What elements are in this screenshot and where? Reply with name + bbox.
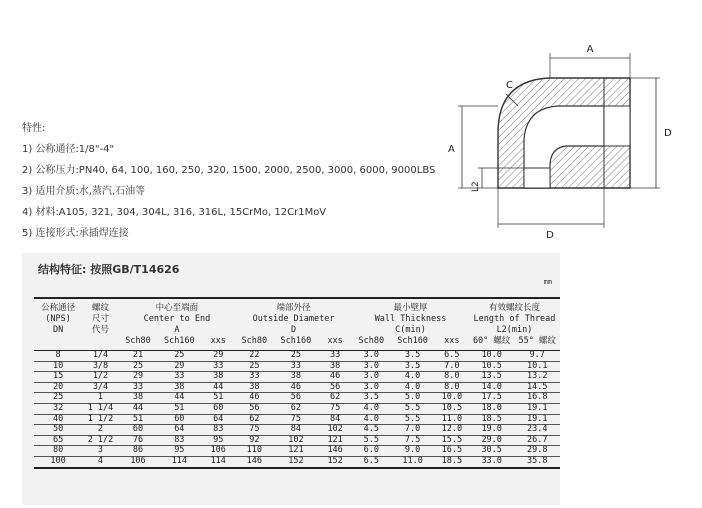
- header-length-sym: L2(min): [496, 325, 533, 335]
- specs-block: [22, 118, 442, 244]
- table-cell: 51: [132, 413, 144, 424]
- table-cell: 33.0: [481, 455, 502, 466]
- table-cell: 33: [249, 371, 260, 382]
- label-d-right: D: [664, 128, 672, 139]
- table-cell: 3.0: [363, 350, 379, 360]
- table-cell: 3.5: [404, 350, 421, 360]
- table-cell: 95: [174, 445, 185, 456]
- header-thread: 螺纹: [91, 303, 109, 313]
- table-cell: 121: [288, 445, 304, 456]
- label-c: C: [506, 80, 513, 91]
- table-cell: 16.5: [441, 445, 463, 456]
- specs-heading: 特性:: [22, 123, 46, 134]
- table-cell: 30.5: [481, 445, 502, 456]
- table-cell: 7.0: [404, 424, 421, 435]
- spec-item-pressure: 2) 公称压力:PN40, 64, 100, 160, 250, 320, 1500, 2000, 2500, 3000, 6000, 9000LBS: [22, 165, 436, 176]
- header-nps-code: (NPS): [45, 314, 71, 324]
- table-cell: 29.0: [481, 434, 502, 445]
- table-row: [34, 361, 560, 372]
- header-center-en: Center to End: [143, 314, 211, 324]
- table-cell: 16.8: [526, 392, 548, 403]
- label-l2: L2: [471, 181, 481, 192]
- header-wall-sch80: Sch80: [352, 336, 390, 351]
- table-cell: 4.5: [363, 424, 379, 435]
- table-cell: 1: [97, 392, 104, 403]
- table-cell: 23.4: [526, 424, 548, 435]
- table-cell: 146: [327, 445, 343, 456]
- table-cell: 8: [55, 350, 61, 360]
- table-cell: 152: [288, 455, 304, 466]
- table-cell: 5.5: [404, 402, 421, 413]
- table-unit: mm: [543, 278, 552, 286]
- label-a-left: A: [448, 144, 455, 155]
- header-center-sch160: Sch160: [157, 336, 201, 351]
- table-cell: 46: [249, 392, 260, 403]
- table-cell: 56: [290, 392, 302, 403]
- spec-item-medium: 3) 适用介质:水,蒸汽,石油等: [22, 186, 146, 197]
- table-cell: 25: [52, 392, 64, 403]
- table-cell: 62: [249, 413, 260, 424]
- spec-table-section: [22, 253, 560, 505]
- table-cell: 38: [213, 371, 224, 382]
- table-cell: 38: [290, 371, 302, 382]
- table-cell: 25: [249, 360, 260, 371]
- table-cell: 4.0: [363, 413, 379, 424]
- table-cell: 11.0: [402, 455, 423, 466]
- table-cell: 76: [132, 434, 144, 445]
- table-cell: 3.0: [363, 371, 379, 382]
- table-cell: 32: [52, 402, 64, 413]
- table-cell: 65: [52, 434, 64, 445]
- table-cell: 18.5: [481, 413, 502, 424]
- table-cell: 6.0: [363, 445, 379, 456]
- header-length-en: Length of Thread: [473, 314, 556, 324]
- header-nps: 公称通径: [41, 303, 76, 313]
- table-cell: 10: [52, 360, 64, 371]
- table-cell: 10.0: [441, 392, 463, 403]
- table-cell: 152: [327, 455, 343, 466]
- table-cell: 10.1: [526, 360, 548, 371]
- table-cell: 75: [329, 402, 341, 413]
- table-cell: 29: [213, 350, 224, 360]
- table-cell: 25: [290, 350, 302, 360]
- table-cell: 75: [249, 424, 260, 435]
- table-cell: 1/2: [92, 371, 109, 382]
- table-cell: 33: [174, 371, 185, 382]
- table-cell: 6.5: [444, 350, 460, 360]
- table-cell: 25: [132, 360, 144, 371]
- table-cell: 4.0: [363, 402, 379, 413]
- table-cell: 38: [249, 381, 260, 392]
- table-cell: 20: [52, 381, 64, 392]
- table-cell: 3: [97, 445, 104, 456]
- table-cell: 80: [52, 445, 64, 456]
- table-cell: 8.0: [444, 371, 460, 382]
- header-center-xxs: xxs: [201, 336, 235, 351]
- table-cell: 1 1/4: [87, 402, 114, 413]
- table-cell: 60: [174, 413, 185, 424]
- header-center-cn: 中心至端面: [155, 303, 199, 313]
- table-cell: 4.0: [404, 381, 421, 392]
- table-cell: 25: [174, 350, 185, 360]
- table-cell: 44: [132, 402, 144, 413]
- header-wall-cn: 最小壁厚: [393, 303, 428, 313]
- header-od-sym: D: [290, 325, 297, 335]
- table-cell: 110: [246, 445, 263, 456]
- table-cell: 121: [327, 434, 343, 445]
- thread-top: [604, 106, 630, 146]
- elbow-drawing: [438, 28, 672, 246]
- table-cell: 21: [132, 350, 144, 360]
- table-cell: 4: [97, 455, 104, 466]
- table-cell: 40: [52, 413, 64, 424]
- spec-item-size: 1) 公称通径:1/8"-4": [22, 144, 115, 155]
- header-center-sym: A: [174, 325, 180, 335]
- table-cell: 3.5: [404, 360, 421, 371]
- spec-table: [34, 297, 560, 469]
- table-cell: 8.0: [444, 381, 460, 392]
- label-a-top: A: [586, 44, 594, 55]
- table-row: [34, 414, 560, 425]
- table-cell: 62: [290, 402, 302, 413]
- header-length-55: 55° 螺纹: [514, 336, 560, 351]
- table-row: [34, 456, 560, 467]
- table-cell: 100: [50, 455, 66, 466]
- table-cell: 19.1: [526, 413, 548, 424]
- table-cell: 15: [52, 371, 64, 382]
- table-cell: 7.5: [404, 434, 421, 445]
- table-cell: 7.0: [444, 360, 460, 371]
- table-cell: 102: [327, 424, 343, 435]
- table-cell: 38: [132, 392, 144, 403]
- table-cell: 9.7: [529, 350, 545, 360]
- table-cell: 5.5: [363, 434, 379, 445]
- table-cell: 44: [174, 392, 185, 403]
- table-cell: 2: [97, 424, 104, 435]
- table-cell: 18.0: [481, 402, 502, 413]
- header-wall-xxs: xxs: [435, 336, 469, 351]
- table-cell: 14.5: [526, 381, 548, 392]
- table-cell: 46: [290, 381, 302, 392]
- table-cell: 46: [329, 371, 341, 382]
- table-cell: 3/4: [92, 381, 109, 392]
- table-cell: 114: [171, 455, 187, 466]
- header-nps-dn: DN: [52, 325, 64, 335]
- table-cell: 1 1/2: [87, 413, 114, 424]
- table-cell: 29: [132, 371, 144, 382]
- header-thread-2: 尺寸: [91, 314, 109, 324]
- table-cell: 56: [249, 402, 260, 413]
- table-cell: 4.0: [404, 371, 421, 382]
- table-cell: 11.0: [441, 413, 463, 424]
- header-od-sch160: Sch160: [274, 336, 319, 351]
- table-cell: 5.0: [404, 392, 421, 403]
- table-cell: 38: [174, 381, 185, 392]
- table-cell: 84: [329, 413, 341, 424]
- table-row: [34, 446, 560, 457]
- table-cell: 17.5: [481, 392, 502, 403]
- table-cell: 3.0: [363, 381, 379, 392]
- header-od-cn: 端部外径: [276, 303, 311, 313]
- table-cell: 29: [174, 360, 185, 371]
- table-cell: 51: [213, 392, 224, 403]
- table-cell: 13.5: [481, 371, 502, 382]
- table-cell: 3.5: [363, 392, 379, 403]
- header-length-60: 60° 螺纹: [469, 336, 514, 351]
- header-center-sch80: Sch80: [119, 336, 157, 351]
- table-cell: 1/4: [92, 350, 109, 360]
- table-cell: 51: [174, 402, 185, 413]
- table-cell: 6.5: [363, 455, 379, 466]
- table-cell: 10.0: [481, 350, 502, 360]
- table-cell: 102: [288, 434, 304, 445]
- table-cell: 26.7: [526, 434, 548, 445]
- table-cell: 84: [290, 424, 302, 435]
- header-od-en: Outside Diameter: [252, 314, 335, 324]
- table-cell: 60: [213, 402, 224, 413]
- table-cell: 10.5: [441, 402, 463, 413]
- table-cell: 50: [52, 424, 64, 435]
- table-cell: 95: [213, 434, 224, 445]
- table-cell: 14.0: [481, 381, 502, 392]
- label-d-bottom: D: [546, 230, 554, 241]
- table-cell: 60: [132, 424, 144, 435]
- table-cell: 22: [249, 350, 260, 360]
- table-cell: 92: [249, 434, 260, 445]
- table-cell: 64: [213, 413, 224, 424]
- table-cell: 15.5: [441, 434, 463, 445]
- table-cell: 62: [329, 392, 341, 403]
- table-cell: 146: [246, 455, 263, 466]
- spec-item-material: 4) 材料:A105, 321, 304, 304L, 316, 316L, 15CrMo, 12Cr1MoV: [22, 207, 327, 218]
- table-cell: 33: [213, 360, 224, 371]
- table-cell: 75: [290, 413, 302, 424]
- table-cell: 33: [290, 360, 302, 371]
- header-od-sch80: Sch80: [235, 336, 274, 351]
- table-cell: 18.5: [441, 455, 463, 466]
- table-title: 结构特征: 按照GB/T14626: [38, 263, 180, 276]
- table-cell: 38: [329, 360, 341, 371]
- table-row: [34, 382, 560, 393]
- table-cell: 83: [174, 434, 185, 445]
- header-wall-sym: C(min): [395, 325, 426, 335]
- header-wall-en: Wall Thickness: [374, 314, 447, 324]
- table-row: [34, 372, 560, 383]
- table-row: [34, 393, 560, 404]
- table-cell: 56: [329, 381, 341, 392]
- table-cell: 44: [213, 381, 224, 392]
- table-cell: 19.0: [481, 424, 502, 435]
- table-cell: 33: [132, 381, 144, 392]
- table-cell: 106: [210, 445, 226, 456]
- table-cell: 5.5: [404, 413, 421, 424]
- table-cell: 2 1/2: [87, 434, 114, 445]
- table-row: [34, 425, 560, 436]
- thread-side: [524, 168, 550, 188]
- table-cell: 114: [210, 455, 226, 466]
- table-row: [34, 435, 560, 446]
- table-cell: 9.0: [404, 445, 421, 456]
- table-cell: 83: [213, 424, 224, 435]
- table-cell: 29.8: [526, 445, 548, 456]
- table-row: [34, 351, 560, 362]
- table-cell: 86: [132, 445, 144, 456]
- header-od-xxs: xxs: [318, 336, 352, 351]
- header-thread-3: 代号: [91, 325, 109, 335]
- table-cell: 35.8: [526, 455, 548, 466]
- table-cell: 3/8: [92, 360, 109, 371]
- table-row: [34, 403, 560, 414]
- table-cell: 13.2: [526, 371, 548, 382]
- table-cell: 12.0: [441, 424, 463, 435]
- header-wall-sch160: Sch160: [390, 336, 434, 351]
- table-cell: 106: [130, 455, 146, 466]
- table-cell: 64: [174, 424, 185, 435]
- table-cell: 3.0: [363, 360, 379, 371]
- spec-item-connection: 5) 连接形式:承插焊连接: [22, 228, 129, 239]
- table-cell: 10.5: [481, 360, 502, 371]
- table-cell: 19.1: [526, 402, 548, 413]
- header-length-cn: 有效螺纹长度: [488, 303, 540, 313]
- table-cell: 33: [329, 350, 341, 360]
